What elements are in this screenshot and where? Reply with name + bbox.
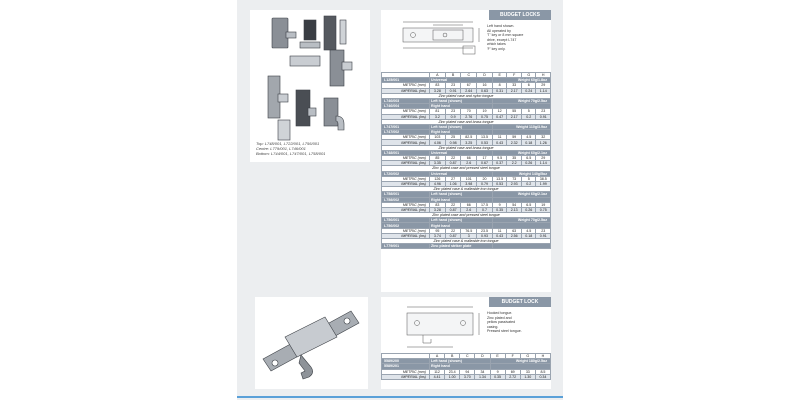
weight-label: Weight 70g/2.5oz [492, 98, 550, 103]
budget-lock-section [381, 297, 551, 389]
dimension-value: 19 [477, 109, 493, 114]
dimension-value: 11 [492, 228, 507, 233]
product-code: L756/002 [382, 223, 430, 228]
dimension-value: 22 [445, 228, 461, 233]
dimension-value: 38.5 [536, 176, 551, 181]
dimension-value: 23 [536, 228, 551, 233]
section-description [487, 24, 547, 52]
material-note: Zinc plated case and brass tongue [382, 145, 551, 150]
dimension-value: 27 [445, 176, 461, 181]
section-description [487, 311, 547, 334]
dimension-value: 2.56 [507, 233, 522, 238]
dimension-value: 0.91 [445, 88, 461, 93]
hand-label: Right hand [430, 223, 493, 228]
dimension-value: 0.2 [521, 114, 536, 119]
photo-caption [256, 141, 366, 156]
dimension-value: 0.91 [536, 114, 551, 119]
dimension-value: 4.06 [430, 140, 446, 145]
caption-line: Bottom: L744/001, L747/001, L758/001 [256, 151, 326, 156]
unit-label: IMPERIAL (ins) [382, 114, 430, 119]
dimension-value: 0.53 [477, 140, 493, 145]
weight-label: Weight 110g/3.9oz [492, 124, 550, 129]
dimension-value: 33 [520, 369, 535, 374]
dimension-value: 16 [477, 83, 493, 88]
product-code: L747/002 [382, 130, 430, 135]
dimension-value: 0.35 [490, 374, 505, 379]
dimension-value: 9.5 [492, 156, 507, 161]
product-code: L746/003 [382, 98, 430, 103]
column-header: C [460, 354, 475, 359]
dimension-value: 0.87 [445, 233, 461, 238]
unit-label: METRIC (mm) [382, 83, 430, 88]
dimension-value: 1.06 [445, 181, 461, 186]
dimension-value: 9 [490, 369, 505, 374]
dimension-value: 3.35 [430, 161, 446, 166]
hand-label: Left hand (shown) [430, 218, 493, 223]
caption-line: Centre: L779/001, L746/001 [256, 146, 306, 151]
weight-label: Weight 140g/5oz [492, 171, 550, 176]
dimension-value: 2.17 [507, 88, 522, 93]
dimension-value: 101 [461, 176, 477, 181]
unit-label: IMPERIAL (ins) [382, 374, 430, 379]
unit-label: IMPERIAL (ins) [382, 233, 430, 238]
dimension-value: 6.5 [521, 156, 536, 161]
dimension-value: 5 [521, 109, 536, 114]
dimension-value: 0.9 [445, 114, 461, 119]
dimension-value: 95 [430, 228, 446, 233]
dimension-value: 3.2 [430, 114, 446, 119]
dimension-value: 5 [521, 176, 536, 181]
dimension-row [382, 88, 551, 93]
weight-label: Weight 60g/2.1oz [492, 192, 550, 197]
dimension-value: 4.41 [430, 374, 445, 379]
dimension-value: 0.87 [445, 161, 461, 166]
dimension-value: 13.5 [477, 135, 493, 140]
column-header: G [521, 73, 536, 78]
material-note: Zinc plated case & malleable iron tongue [382, 187, 551, 192]
dimension-value: 1.00 [445, 374, 460, 379]
dimension-value: 0.91 [536, 233, 551, 238]
column-header: A [430, 354, 445, 359]
dimension-value: 1.14 [536, 161, 551, 166]
dimension-value: 29 [536, 156, 551, 161]
dimension-value: 19 [536, 202, 551, 207]
desc-line: drive, except L747 [487, 37, 517, 42]
dimension-value: 8.5 [535, 369, 550, 374]
unit-label: METRIC (mm) [382, 176, 430, 181]
dimension-value: 2.13 [507, 207, 522, 212]
dimension-value: 0.75 [477, 114, 493, 119]
dimension-value: 0.67 [477, 161, 493, 166]
dimension-value: 63 [507, 228, 522, 233]
dimension-value: 0.31 [492, 88, 507, 93]
column-header: G [520, 354, 535, 359]
dimension-value: 69 [505, 369, 520, 374]
dimension-value: 81 [430, 109, 446, 114]
product-code: L720/002 [382, 171, 430, 176]
desc-line: yellow passivated [487, 320, 516, 325]
dimension-value: 66 [461, 156, 477, 161]
column-header: H [535, 354, 550, 359]
hand-label: Right hand [430, 197, 493, 202]
hand-label: Right hand [430, 130, 493, 135]
dimension-value: 0.75 [536, 207, 551, 212]
dimension-value: 33 [507, 83, 522, 88]
product-code: 5589/201 [382, 364, 430, 369]
dimension-value: 1.14 [536, 88, 551, 93]
dimension-value: 29 [536, 83, 551, 88]
dimension-value: 0.93 [477, 233, 493, 238]
dimension-value: 20 [477, 176, 493, 181]
dimension-value: 2.64 [461, 88, 477, 93]
dimension-value: 2.76 [461, 114, 477, 119]
dimension-value: 2.6 [461, 207, 477, 212]
dimension-value: 12 [492, 109, 507, 114]
dimension-value: 1.26 [536, 140, 551, 145]
product-code: L758/001 [382, 192, 430, 197]
weight-label [492, 244, 550, 249]
dimension-value: 2.32 [507, 140, 522, 145]
technical-drawing [393, 16, 489, 60]
column-header: B [445, 73, 461, 78]
dimension-value: 17 [477, 156, 493, 161]
dimension-value: 0.26 [521, 207, 536, 212]
dimension-value: 9 [492, 202, 507, 207]
column-header: E [490, 354, 505, 359]
dimension-value: 0.26 [521, 161, 536, 166]
hook-lock-photo-panel [255, 297, 368, 389]
dimension-value: 23 [536, 109, 551, 114]
dimension-value: 1.99 [536, 181, 551, 186]
weight-label: Weight 60g/2.1oz [492, 150, 550, 155]
dimension-value: 54 [507, 202, 522, 207]
dimension-value: 0.2 [521, 181, 536, 186]
desc-line: Hooked tongue. [487, 311, 513, 315]
product-code: L746/004 [382, 104, 430, 109]
product-code: L125/001 [382, 78, 430, 83]
dimension-value: 3.70 [460, 374, 475, 379]
dimension-value: 94 [460, 369, 475, 374]
dimension-value: 55 [507, 109, 522, 114]
dimension-value: 70 [461, 109, 477, 114]
unit-label: METRIC (mm) [382, 135, 430, 140]
weight-label: Weight 60g/1.8oz [492, 78, 550, 83]
budget-locks-section [381, 10, 551, 292]
technical-drawing [393, 303, 489, 353]
weight-label: Weight 70g/2.5oz [492, 218, 550, 223]
dimension-value: 32 [536, 135, 551, 140]
desc-line: All operated by [487, 28, 511, 33]
dimension-value: 3.25 [461, 140, 477, 145]
dimension-value: 67 [461, 83, 477, 88]
dimension-value: 4.96 [430, 181, 446, 186]
hand-label: Universal [430, 171, 493, 176]
dimension-value: 3.98 [461, 181, 477, 186]
dimension-value: 17.5 [477, 202, 493, 207]
dimension-value: 2.6 [461, 161, 477, 166]
dimension-value: 85 [430, 156, 446, 161]
column-header: E [492, 73, 507, 78]
hook-lock-photo [255, 297, 368, 389]
dimension-value: 4.5 [521, 135, 536, 140]
dimension-value: 0.35 [492, 207, 507, 212]
hand-label: Right hand [430, 104, 493, 109]
dimension-value: 0.43 [492, 140, 507, 145]
dimension-value: 0.63 [477, 88, 493, 93]
dimension-value: 0.24 [521, 88, 536, 93]
weight-label: Weight 180g/2.5oz [490, 359, 551, 364]
dimension-value: 8 [492, 83, 507, 88]
desc-line: Left hand shown. [487, 24, 515, 28]
dimension-value: 0.53 [492, 181, 507, 186]
dimension-value: 34 [475, 369, 490, 374]
dimension-value: 22 [445, 202, 461, 207]
dimension-row [382, 374, 551, 379]
budget-locks-photo [250, 10, 370, 162]
product-code: L747/001 [382, 124, 430, 129]
unit-label: METRIC (mm) [382, 369, 430, 374]
dimension-value: 83 [430, 202, 446, 207]
column-header: B [445, 354, 460, 359]
dimension-value: 0.18 [521, 233, 536, 238]
dimension-value: 0.7 [477, 207, 493, 212]
dimension-value: 2.2 [507, 161, 522, 166]
dimension-value: 1.34 [475, 374, 490, 379]
unit-label: IMPERIAL (ins) [382, 181, 430, 186]
material-note: Zinc plated case and brass tongue [382, 119, 551, 124]
column-header: C [461, 73, 477, 78]
dimension-value: 11 [492, 135, 507, 140]
dimension-value: 66 [461, 202, 477, 207]
footer-rule [237, 396, 563, 398]
hand-label: Right hand [430, 364, 491, 369]
column-header: A [430, 73, 446, 78]
dimension-value: 3.28 [430, 88, 446, 93]
dimension-value: 2.17 [507, 114, 522, 119]
desc-line: Zinc plated and [487, 315, 512, 320]
desc-line: which takes [487, 42, 506, 47]
column-header: F [505, 354, 520, 359]
dimension-value: 73 [507, 176, 522, 181]
material-note: Zinc plated case and pressed steel tongue [382, 213, 551, 218]
dimension-row [382, 207, 551, 212]
dimension-value: 35 [507, 156, 522, 161]
dimension-value: 4.5 [521, 228, 536, 233]
hand-label: Left hand (shown) [430, 98, 493, 103]
dimension-value: 6 [521, 83, 536, 88]
dimension-value: 0.47 [492, 114, 507, 119]
product-code: L779/001 [382, 244, 430, 249]
column-header: F [507, 73, 522, 78]
hand-label: Zinc plated striker plate [430, 244, 493, 249]
dimension-value: 76.5 [461, 228, 477, 233]
dimension-value: 3.28 [430, 207, 446, 212]
unit-label: IMPERIAL (ins) [382, 140, 430, 145]
dimension-value: 59 [507, 135, 522, 140]
product-photo-panel [250, 10, 370, 162]
dimension-row [382, 161, 551, 166]
dimension-value: 23 [445, 109, 461, 114]
column-header: D [477, 73, 493, 78]
desc-line: 'F' key only. [487, 46, 506, 51]
unit-label: METRIC (mm) [382, 109, 430, 114]
product-code: L756/001 [382, 218, 430, 223]
desc-line: 'T' key or 8 mm square [487, 33, 524, 38]
dimension-value: 126 [430, 176, 446, 181]
unit-label: METRIC (mm) [382, 202, 430, 207]
caption-line: Top: L748/001, L722/001, L756/001 [256, 141, 320, 146]
section-title: BUDGET LOCKS [489, 10, 551, 20]
dimension-value: 82.5 [461, 135, 477, 140]
dimension-value: 2.72 [505, 374, 520, 379]
column-header: D [475, 354, 490, 359]
spec-table [381, 353, 551, 380]
dimension-value: 25 [445, 135, 461, 140]
hand-label: Universal [430, 150, 493, 155]
hand-label: Left hand (shown) [430, 192, 493, 197]
material-note: Zinc plated case and pressed steel tongue [382, 166, 551, 171]
dimension-value: 22 [445, 156, 461, 161]
dimension-value: 0.87 [445, 207, 461, 212]
product-code: 5589/200 [382, 359, 430, 364]
dimension-value: 2.93 [507, 181, 522, 186]
material-note: Zinc plated case and nylon tongue [382, 93, 551, 98]
dimension-value: 23 [445, 83, 461, 88]
unit-label: IMPERIAL (ins) [382, 88, 430, 93]
unit-label: IMPERIAL (ins) [382, 207, 430, 212]
desc-line: Pressed steel tongue. [487, 329, 522, 334]
dimension-value: 6.5 [521, 202, 536, 207]
dimension-value: 83 [430, 83, 446, 88]
desc-line: casing. [487, 324, 499, 329]
product-code: L748/001 [382, 150, 430, 155]
dimension-value: 0.18 [521, 140, 536, 145]
dimension-value: 3.74 [430, 233, 446, 238]
product-code: L758/002 [382, 197, 430, 202]
dimension-value: 112 [430, 369, 445, 374]
dimension-value: 23.5 [477, 228, 493, 233]
dimension-value: 0.34 [535, 374, 550, 379]
dimension-value: 103 [430, 135, 446, 140]
dimension-value: 23.4 [445, 369, 460, 374]
unit-label: IMPERIAL (ins) [382, 161, 430, 166]
dimension-row [382, 369, 551, 374]
dimension-value: 0.43 [492, 233, 507, 238]
dimension-value: 0.37 [492, 161, 507, 166]
product-code-row [382, 244, 551, 249]
dimension-value: 0.98 [445, 140, 461, 145]
hand-label: Left hand (shown) [430, 124, 493, 129]
dimension-value: 1.30 [520, 374, 535, 379]
hand-label: Left hand (shown) [430, 359, 491, 364]
dimension-value: 3 [461, 233, 477, 238]
unit-label: METRIC (mm) [382, 228, 430, 233]
dimension-row [382, 140, 551, 145]
material-note: Zinc plated case & malleable iron tongue [382, 239, 551, 244]
section-title: BUDGET LOCK [489, 297, 551, 307]
dimension-value: 0.79 [477, 181, 493, 186]
dimension-value: 13.5 [492, 176, 507, 181]
column-header: H [536, 73, 551, 78]
spec-table [381, 72, 551, 249]
hand-label: Universal [430, 78, 493, 83]
unit-label: METRIC (mm) [382, 156, 430, 161]
